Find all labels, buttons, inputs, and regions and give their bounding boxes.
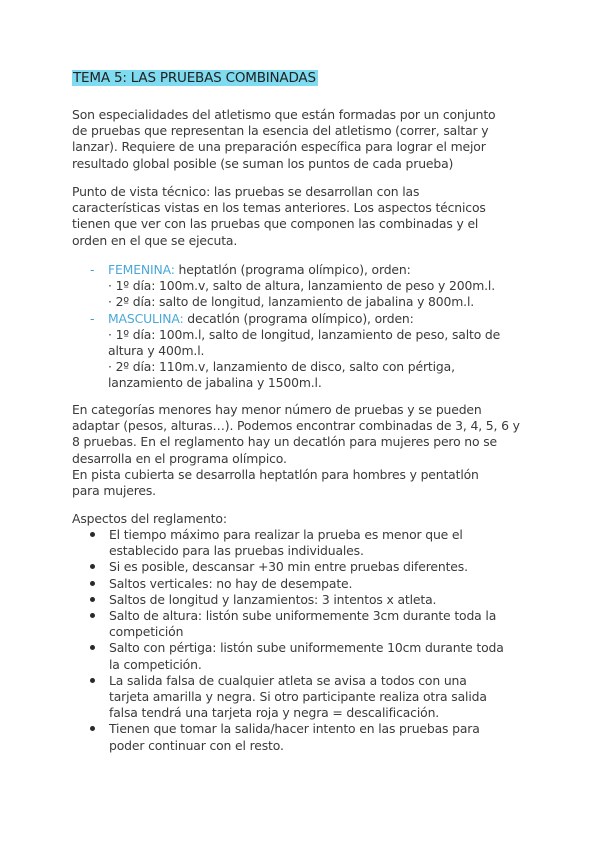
bullet-icon [90,645,95,650]
day-line: altura y 400m.l. [108,343,205,359]
intro-paragraph [72,107,542,172]
category-male [90,311,540,392]
text-line: adaptar (pesos, alturas…). Podemos encontrar combinadas de 3, 4, 5, 6 y [72,418,520,434]
day-line: · 2º día: 110m.v, lanzamiento de disco, salto con pértiga, [108,359,455,375]
text-line: tienen que ver con las pruebas que componen las combinadas y el [72,216,479,232]
rule-line: tarjeta amarilla y negra. Si otro participante realiza otra salida [109,689,487,705]
rule-line: Salto de altura: listón sube uniformemente 3cm durante toda la [109,608,497,624]
text-line: desarrolla en el programa olímpico. [72,450,287,466]
bullet-icon [90,532,95,537]
bullet-icon [90,564,95,569]
day-line: · 1º día: 100m.l, salto de longitud, lanzamiento de peso, salto de [108,326,501,342]
rules-list [90,527,550,754]
rule-item [90,592,550,608]
rule-line: Tienen que tomar la salida/hacer intento en las pruebas para [109,721,480,737]
dash-marker: - [90,262,95,277]
category-header [108,262,540,278]
category-list [90,262,540,392]
bullet-icon [90,613,95,618]
category-header [108,311,540,327]
text-line: de pruebas que representan la esencia del atletismo (correr, saltar y [72,123,489,139]
rule-line: establecido para las pruebas individuales. [109,543,364,559]
day-line: · 1º día: 100m.v, salto de altura, lanzamiento de peso y 200m.l. [108,278,495,294]
rule-item [90,721,550,753]
category-female [90,262,540,311]
day-line: · 2º día: salto de longitud, lanzamiento de jabalina y 800m.l. [108,294,475,310]
text-line: características vistas en los temas anteriores. Los aspectos técnicos [72,200,486,216]
dash-marker: - [90,310,95,326]
rule-item [90,559,550,575]
rule-line: la competición. [109,656,202,672]
rule-line: poder continuar con el resto. [109,737,284,753]
bullet-icon [90,678,95,683]
rules-heading: Aspectos del reglamento: [72,511,227,526]
text-line: En categorías menores hay menor número de pruebas y se pueden [72,402,482,417]
text-line: Son especialidades del atletismo que están formadas por un conjunto [72,107,496,122]
rule-line: Si es posible, descansar +30 min entre pruebas diferentes. [109,559,468,575]
text-line: 8 pruebas. En el reglamento hay un decatlón para mujeres pero no se [72,434,498,450]
rule-line: La salida falsa de cualquier atleta se avisa a todos con una [109,672,467,688]
page-title: TEMA 5: LAS PRUEBAS COMBINADAS [73,70,316,86]
rule-line: competición [109,624,184,640]
text-line: orden en el que se ejecuta. [72,232,238,248]
category-description: decatlón (programa olímpico), orden: [183,310,414,326]
rule-line: El tiempo máximo para realizar la prueba es menor que el [109,527,463,542]
text-line: lanzar). Requiere de una preparación específica para lograr el mejor [72,139,486,155]
day-line: lanzamiento de jabalina y 1500m.l. [108,375,322,391]
text-line: para mujeres. [72,483,156,499]
rule-item [90,527,550,559]
text-line: resultado global posible (se suman los puntos de cada prueba) [72,155,454,171]
category-label: FEMENINA: [108,262,175,277]
technical-paragraph [72,184,542,249]
category-description: heptatlón (programa olímpico), orden: [174,262,411,277]
bullet-icon [90,581,95,586]
rule-item [90,673,550,722]
rule-item [90,608,550,640]
rule-line: Salto con pértiga: listón sube uniformemente 10cm durante toda [109,640,504,656]
rule-line: falsa tendrá una tarjeta roja y negra = descalificación. [109,705,440,721]
bullet-icon [90,597,95,602]
rule-line: Saltos de longitud y lanzamientos: 3 intentos x atleta. [109,591,437,607]
minors-paragraph [72,402,542,499]
rule-line: Saltos verticales: no hay de desempate. [109,575,353,591]
rule-item [90,640,550,672]
category-label: MASCULINA: [108,310,184,326]
rule-item [90,576,550,592]
text-line: En pista cubierta se desarrolla heptatlón para hombres y pentatlón [72,466,479,482]
text-line: Punto de vista técnico: las pruebas se desarrollan con las [72,184,420,199]
bullet-icon [90,726,95,731]
